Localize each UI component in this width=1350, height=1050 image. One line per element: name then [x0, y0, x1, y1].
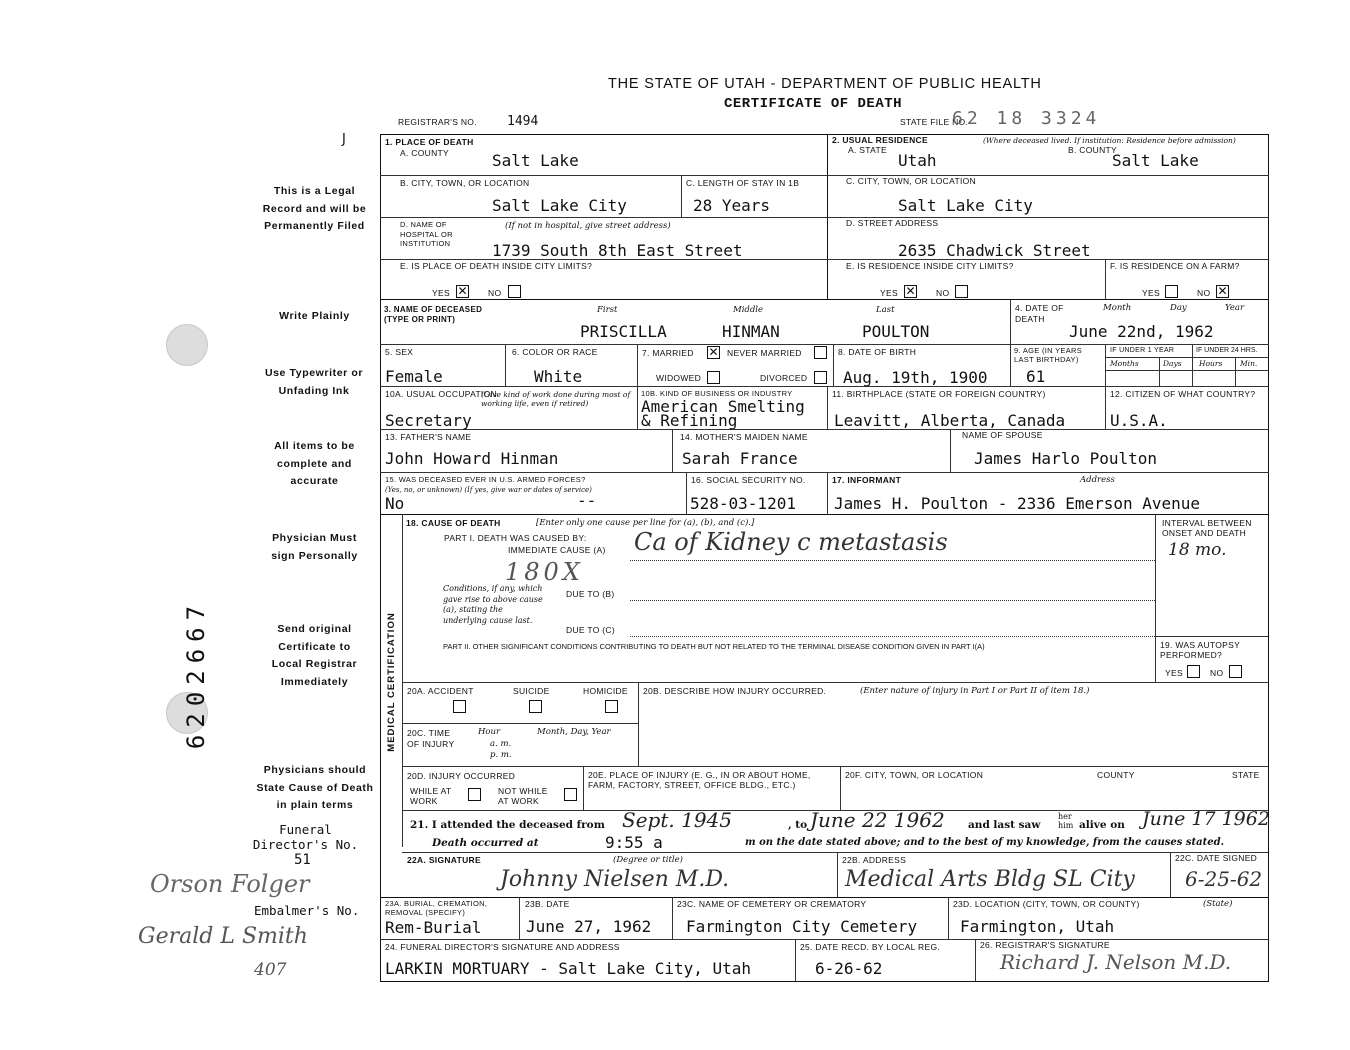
- send-note: Send original Certificate to Local Registrar Immediately: [271, 623, 358, 688]
- occupation-note: (Give kind of work done during most of working life, even if retired): [481, 390, 631, 408]
- burial-location-label: 23D. LOCATION (CITY, TOWN, OR COUNTY): [953, 899, 1140, 909]
- death-date-label: 4. DATE OF DEATH: [1015, 303, 1064, 324]
- burial-state-label: (State): [1203, 899, 1233, 909]
- res-inside-no-checkbox[interactable]: [955, 285, 968, 298]
- death-time-value: 9:55 a: [605, 833, 663, 852]
- injury-county-label: COUNTY: [1097, 770, 1135, 780]
- sex-value: Female: [385, 367, 443, 386]
- cemetery-label: 23C. NAME OF CEMETERY OR CREMATORY: [677, 899, 867, 909]
- father-label: 13. FATHER'S NAME: [385, 432, 472, 442]
- part1-label: PART I. DEATH WAS CAUSED BY:: [444, 533, 587, 543]
- death-inside-no-checkbox[interactable]: [508, 285, 521, 298]
- death-city-label: B. CITY, TOWN, OR LOCATION: [400, 178, 530, 188]
- physician-address-label: 22B. ADDRESS: [842, 855, 907, 865]
- death-inside-no-label: NO: [488, 288, 502, 298]
- funeral-director-no: 51: [294, 852, 311, 868]
- funeral-director-sig-label: 24. FUNERAL DIRECTOR'S SIGNATURE AND ADDRESS: [385, 942, 620, 952]
- widowed-checkbox[interactable]: [707, 371, 720, 384]
- cemetery-value: Farmington City Cemetery: [686, 917, 918, 936]
- hours-label: Hours: [1199, 359, 1223, 368]
- armed-forces-label: 15. WAS DECEASED EVER IN U.S. ARMED FORCES?: [385, 475, 586, 484]
- street-value: 2635 Chadwick Street: [898, 241, 1091, 260]
- place-of-injury-label: 20E. PLACE OF INJURY (E. G., IN OR ABOUT HOME, FARM, FACTORY, STREET, OFFICE BLDG., ETC.): [588, 770, 811, 790]
- cause-note: [Enter only one cause per line for (a), (b), and (c).]: [536, 518, 755, 528]
- business-value-1: American Smelting: [641, 397, 805, 416]
- suicide-label: SUICIDE: [513, 686, 550, 696]
- immediate-cause-label: IMMEDIATE CAUSE (A): [508, 545, 606, 555]
- cause-note: Physicians should State Cause of Death in plain terms: [256, 764, 374, 811]
- embalmer-no: 407: [254, 960, 287, 980]
- funeral-director-sig-value: LARKIN MORTUARY - Salt Lake City, Utah: [385, 959, 752, 978]
- ssn-label: 16. SOCIAL SECURITY NO.: [691, 475, 806, 485]
- birthplace-label: 11. BIRTHPLACE (STATE OR FOREIGN COUNTRY): [832, 389, 1046, 399]
- attended-to-value: June 22 1962: [810, 808, 945, 832]
- degree-label: (Degree or title): [613, 855, 683, 865]
- death-inside-yes-checkbox[interactable]: ✕: [457, 284, 468, 298]
- injury-how-note: (Enter nature of injury in Part I or Part II of item 18.): [860, 686, 1090, 696]
- death-county-value: Salt Lake: [492, 151, 579, 170]
- death-occurred-label: Death occurred at: [432, 837, 539, 849]
- stay-label: C. LENGTH OF STAY IN 1B: [686, 178, 800, 188]
- informant-value: James H. Poulton - 2336 Emerson Avenue: [834, 494, 1201, 513]
- attended-from-value: Sept. 1945: [622, 808, 732, 832]
- occupation-value: Secretary: [385, 411, 472, 430]
- certificate-vertical-no: 6202667: [182, 598, 210, 750]
- date-signed-label: 22C. DATE SIGNED: [1175, 853, 1258, 863]
- divorced-label: DIVORCED: [760, 373, 808, 383]
- suicide-checkbox[interactable]: [529, 700, 542, 713]
- citizen-value: U.S.A.: [1110, 411, 1168, 430]
- year-label: Year: [1225, 303, 1245, 313]
- not-while-at-work-label: NOT WHILE AT WORK: [498, 786, 548, 806]
- age-label: 9. AGE (IN YEARS LAST BIRTHDAY): [1014, 346, 1083, 364]
- res-inside-no-label: NO: [936, 288, 950, 298]
- date-signed-value: 6-25-62: [1185, 867, 1263, 891]
- res-inside-yes-label: YES: [880, 288, 898, 298]
- punch-hole: [166, 324, 208, 366]
- informant-label: 17. INFORMANT: [832, 475, 902, 485]
- last-saw-label: and last saw: [968, 819, 1041, 831]
- typewriter-note: Use Typewriter or Unfading Ink: [264, 367, 364, 397]
- am-pm-label: a. m. p. m.: [490, 739, 512, 760]
- date-received-value: 6-26-62: [815, 959, 883, 978]
- autopsy-yes-label: YES: [1165, 668, 1183, 678]
- physician-signature: Johnny Nielsen M.D.: [500, 867, 730, 892]
- injury-how-label: 20B. DESCRIBE HOW INJURY OCCURRED.: [643, 686, 827, 696]
- res-state-label: A. STATE: [848, 145, 887, 155]
- while-at-work-label: WHILE AT WORK: [410, 786, 452, 806]
- embalmer-label: Embalmer's No.: [254, 903, 360, 918]
- write-plainly-note: Write Plainly: [279, 310, 350, 322]
- cause-of-death-label: 18. CAUSE OF DEATH: [406, 518, 501, 528]
- signature-label: 22A. SIGNATURE: [407, 855, 481, 865]
- race-value: White: [534, 367, 583, 386]
- farm-yes-label: YES: [1142, 288, 1160, 298]
- autopsy-no-label: NO: [1210, 668, 1224, 678]
- burial-type-label: 23A. BURIAL, CREMATION, REMOVAL (SPECIFY): [385, 899, 488, 917]
- citizen-label: 12. CITIZEN OF WHAT COUNTRY?: [1110, 389, 1256, 399]
- accident-label: 20A. ACCIDENT: [407, 686, 474, 696]
- res-county-value: Salt Lake: [1112, 151, 1199, 170]
- injury-city-label: 20F. CITY, TOWN, OR LOCATION: [845, 770, 984, 780]
- middle-name-value: HINMAN: [722, 322, 780, 341]
- injury-time-label: 20C. TIME OF INJURY: [407, 728, 455, 749]
- stay-value: 28 Years: [693, 196, 771, 215]
- state-file-no: 62 18 3324: [952, 108, 1101, 129]
- min-label: Min.: [1240, 359, 1258, 368]
- burial-date-label: 23B. DATE: [525, 899, 570, 909]
- hour-label: Hour: [478, 727, 501, 737]
- ssn-value: 528-03-1201: [690, 494, 796, 513]
- res-city-label: C. CITY, TOWN, OR LOCATION: [846, 176, 976, 186]
- dob-value: Aug. 19th, 1900: [843, 368, 988, 387]
- res-county-label: B. COUNTY: [1068, 145, 1117, 155]
- her-him-label: her him: [1058, 812, 1074, 830]
- header-dept: THE STATE OF UTAH - DEPARTMENT OF PUBLIC HEALTH: [608, 76, 1042, 92]
- under-24-hrs-label: IF UNDER 24 HRS.: [1196, 347, 1258, 354]
- interval-value: 18 mo.: [1168, 540, 1227, 560]
- due-to-c-label: DUE TO (C): [566, 625, 615, 635]
- death-occurred-rest: m on the date stated above; and to the best of my knowledge, from the causes stated.: [745, 837, 1225, 848]
- res-city-value: Salt Lake City: [898, 196, 1033, 215]
- farm-label: F. IS RESIDENCE ON A FARM?: [1110, 261, 1240, 271]
- injury-state-label: STATE: [1232, 770, 1260, 780]
- res-state-value: Utah: [898, 151, 937, 170]
- accident-checkbox[interactable]: [453, 700, 466, 713]
- business-value-2: & Refining: [641, 411, 738, 430]
- homicide-checkbox[interactable]: [605, 700, 618, 713]
- homicide-label: HOMICIDE: [583, 686, 628, 696]
- disease-code: 180X: [505, 558, 584, 586]
- farm-no-checkbox[interactable]: ✕: [1217, 284, 1228, 298]
- first-name-value: PRISCILLA: [580, 322, 667, 341]
- day-label: Day: [1170, 303, 1187, 313]
- middle-name-label: Middle: [733, 305, 764, 315]
- registrar-label: REGISTRAR'S NO.: [398, 117, 477, 127]
- res-inside-limits-label: E. IS RESIDENCE INSIDE CITY LIMITS?: [846, 261, 1014, 271]
- autopsy-yes-checkbox[interactable]: [1187, 665, 1200, 678]
- deceased-name-label: 3. NAME OF DECEASED (TYPE OR PRINT): [384, 305, 483, 324]
- race-label: 6. COLOR OR RACE: [512, 347, 598, 357]
- farm-yes-checkbox[interactable]: [1165, 285, 1178, 298]
- funeral-director-label: Funeral Director's No.: [252, 822, 359, 852]
- immediate-cause-value: Ca of Kidney c metastasis: [634, 528, 948, 556]
- injury-occurred-label: 20D. INJURY OCCURRED: [407, 771, 516, 781]
- while-at-work-checkbox[interactable]: [468, 788, 481, 801]
- usual-residence-title: 2. USUAL RESIDENCE: [832, 135, 928, 145]
- autopsy-no-checkbox[interactable]: [1229, 665, 1242, 678]
- informant-address-label: Address: [1080, 475, 1115, 485]
- burial-date-value: June 27, 1962: [526, 917, 652, 936]
- last-name-value: POULTON: [862, 322, 930, 341]
- married-label: 7. MARRIED: [642, 348, 694, 358]
- not-while-at-work-checkbox[interactable]: [564, 788, 577, 801]
- hospital-label: D. NAME OF HOSPITAL OR INSTITUTION: [400, 220, 453, 248]
- usual-residence-note: (Where deceased lived. If institution: Residence before admission): [983, 136, 1236, 145]
- month-label: Month: [1103, 303, 1132, 313]
- never-married-checkbox[interactable]: [814, 346, 827, 359]
- death-inside-yes-label: YES: [432, 288, 450, 298]
- father-value: John Howard Hinman: [385, 449, 559, 468]
- margin-mark: J: [342, 132, 346, 147]
- registrar-signature: Richard J. Nelson M.D.: [1000, 950, 1232, 974]
- alive-on-label: alive on: [1079, 819, 1125, 831]
- interval-label: INTERVAL BETWEEN ONSET AND DEATH: [1162, 518, 1252, 538]
- attended-to-label: , to: [788, 819, 808, 831]
- divorced-checkbox[interactable]: [814, 371, 827, 384]
- business-label: 10B. KIND OF BUSINESS OR INDUSTRY: [641, 389, 793, 398]
- res-inside-yes-checkbox[interactable]: ✕: [905, 284, 916, 298]
- months-label: Months: [1110, 359, 1139, 368]
- registrar-no: 1494: [507, 114, 539, 129]
- conditions-note: Conditions, if any, which gave rise to above cause (a), stating the underlying cause last.: [443, 584, 543, 625]
- widowed-label: WIDOWED: [656, 373, 702, 383]
- medical-certification-label: MEDICAL CERTIFICATION: [386, 612, 397, 752]
- under-1-year-label: IF UNDER 1 YEAR: [1110, 347, 1175, 354]
- embalmer-signature: Gerald L Smith: [138, 924, 308, 949]
- hospital-value: 1739 South 8th East Street: [492, 241, 743, 260]
- days-label: Days: [1163, 359, 1182, 368]
- death-county-label: A. COUNTY: [400, 148, 449, 158]
- state-file-label: STATE FILE NO.: [900, 117, 969, 127]
- armed-forces-dates: --: [577, 491, 597, 510]
- never-married-label: NEVER MARRIED: [727, 348, 802, 358]
- complete-note: All items to be complete and accurate: [274, 440, 355, 487]
- funeral-director-signature: Orson Folger: [150, 870, 310, 898]
- birthplace-value: Leavitt, Alberta, Canada: [834, 411, 1066, 430]
- mother-value: Sarah France: [682, 449, 798, 468]
- death-date-value: June 22nd, 1962: [1069, 322, 1214, 341]
- farm-no-label: NO: [1197, 288, 1211, 298]
- place-of-death-title: 1. PLACE OF DEATH: [385, 137, 474, 147]
- armed-forces-note: (Yes, no, or unknown) (If yes, give war or dates of service): [385, 486, 592, 494]
- occupation-label: 10A. USUAL OCCUPATION: [385, 389, 497, 399]
- header-title: CERTIFICATE OF DEATH: [724, 96, 903, 112]
- dob-label: 8. DATE OF BIRTH: [838, 347, 917, 357]
- legal-record-note: This is a Legal Record and will be Permanently Filed: [262, 185, 367, 232]
- sex-label: 5. SEX: [385, 347, 414, 357]
- part2-label: PART II. OTHER SIGNIFICANT CONDITIONS CONTRIBUTING TO DEATH BUT NOT RELATED TO THE TERMINAL DISEASE CONDITION GIVEN IN PART I(A): [443, 642, 985, 651]
- registrar-signature-label: 26. REGISTRAR'S SIGNATURE: [980, 940, 1110, 950]
- age-value: 61: [1026, 367, 1046, 386]
- death-city-value: Salt Lake City: [492, 196, 627, 215]
- last-name-label: Last: [876, 305, 895, 315]
- spouse-value: James Harlo Poulton: [974, 449, 1158, 468]
- armed-forces-value: No: [385, 494, 405, 513]
- death-inside-limits-label: E. IS PLACE OF DEATH INSIDE CITY LIMITS?: [400, 261, 593, 271]
- burial-type-value: Rem-Burial: [385, 918, 482, 937]
- first-name-label: First: [597, 305, 618, 315]
- street-label: D. STREET ADDRESS: [846, 218, 939, 228]
- hospital-note: (If not in hospital, give street address): [505, 221, 671, 231]
- alive-on-value: June 17 1962: [1142, 808, 1270, 830]
- autopsy-label: 19. WAS AUTOPSY PERFORMED?: [1160, 640, 1240, 660]
- burial-location-value: Farmington, Utah: [960, 917, 1115, 936]
- mother-label: 14. MOTHER'S MAIDEN NAME: [680, 432, 808, 442]
- month-day-year-label: Month, Day, Year: [537, 727, 611, 737]
- date-received-label: 25. DATE RECD. BY LOCAL REG.: [800, 942, 941, 952]
- spouse-label: NAME OF SPOUSE: [962, 430, 1043, 440]
- attended-label: 21. I attended the deceased from: [410, 819, 605, 831]
- physician-address-value: Medical Arts Bldg SL City: [845, 867, 1135, 892]
- married-checkbox[interactable]: ✕: [708, 345, 719, 359]
- due-to-b-label: DUE TO (B): [566, 589, 615, 599]
- physician-note: Physician Must sign Personally: [271, 532, 358, 562]
